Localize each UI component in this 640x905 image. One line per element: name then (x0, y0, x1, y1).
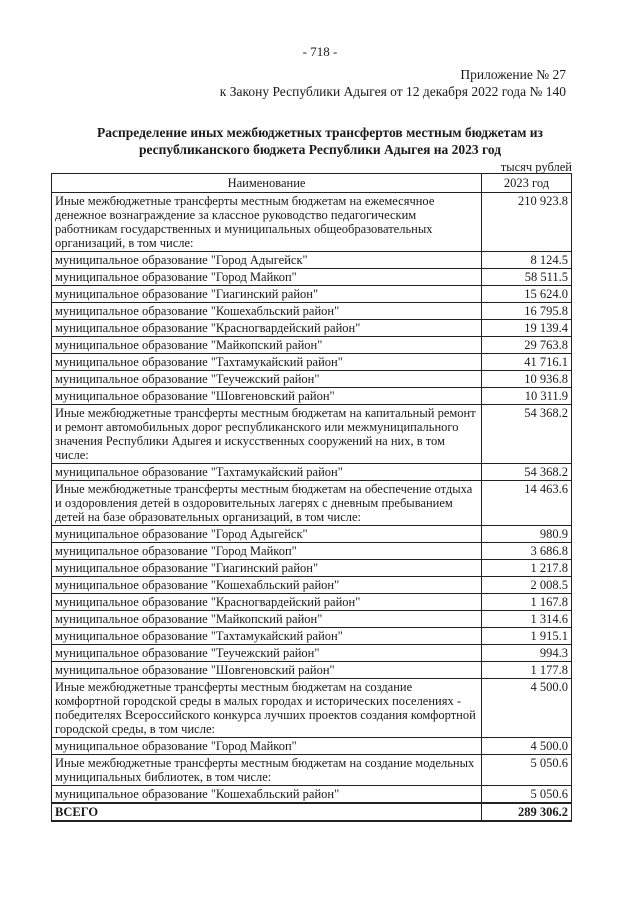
row-name: муниципальное образование "Красногвардейский район" (52, 320, 482, 337)
column-header-year: 2023 год (482, 174, 572, 193)
row-value: 210 923.8 (482, 193, 572, 252)
row-value: 4 500.0 (482, 738, 572, 755)
table-row (52, 662, 572, 679)
row-value: 5 050.6 (482, 786, 572, 804)
row-value: 10 311.9 (482, 388, 572, 405)
row-name: муниципальное образование "Город Майкоп" (52, 543, 482, 560)
table-row (52, 481, 572, 526)
table-row (52, 193, 572, 252)
document-title: Распределение иных межбюджетных трансфертов местным бюджетам из республиканского бюджета Республики Адыгея на 2023 год (97, 125, 543, 157)
table-row (52, 594, 572, 611)
row-name: Иные межбюджетные трансферты местным бюджетам на обеспечение отдыха и оздоровления детей в оздоровительных лагерях с дневным пребыванием детей на базе образовательных организаций, в том числе: (52, 481, 482, 526)
table-row (52, 354, 572, 371)
row-value: 1 314.6 (482, 611, 572, 628)
table-row (52, 628, 572, 645)
column-header-name: Наименование (52, 174, 482, 193)
table-row (52, 645, 572, 662)
page-number: - 718 - (302, 44, 338, 59)
total-row (52, 803, 572, 821)
table-row (52, 738, 572, 755)
table-row (52, 543, 572, 560)
row-value: 10 936.8 (482, 371, 572, 388)
row-name: муниципальное образование "Город Адыгейск" (52, 252, 482, 269)
table-body (52, 193, 572, 822)
row-value: 5 050.6 (482, 755, 572, 786)
table-row (52, 786, 572, 804)
unit-label: тысяч рублей (500, 160, 572, 174)
table-row (52, 755, 572, 786)
row-name: муниципальное образование "Красногвардейский район" (52, 594, 482, 611)
table-row (52, 577, 572, 594)
table-row (52, 303, 572, 320)
total-value: 289 306.2 (482, 803, 572, 821)
row-name: муниципальное образование "Кошехабльский район" (52, 303, 482, 320)
row-name: муниципальное образование "Теучежский район" (52, 645, 482, 662)
row-value: 16 795.8 (482, 303, 572, 320)
table-row (52, 679, 572, 738)
row-name: муниципальное образование "Город Адыгейск" (52, 526, 482, 543)
appendix-number: Приложение № 27 (460, 67, 566, 82)
row-name: муниципальное образование "Майкопский район" (52, 611, 482, 628)
row-name: муниципальное образование "Тахтамукайский район" (52, 628, 482, 645)
table-row (52, 464, 572, 481)
row-name: муниципальное образование "Кошехабльский район" (52, 577, 482, 594)
row-name: Иные межбюджетные трансферты местным бюджетам на ежемесячное денежное вознаграждение за классное руководство педагогическим работникам государственных и муниципальных общеобразовательных организаций, в том числе: (52, 193, 482, 252)
row-value: 4 500.0 (482, 679, 572, 738)
row-value: 58 511.5 (482, 269, 572, 286)
transfers-table (51, 173, 572, 822)
row-value: 41 716.1 (482, 354, 572, 371)
table-row (52, 371, 572, 388)
table-row (52, 388, 572, 405)
table-row (52, 269, 572, 286)
row-name: муниципальное образование "Тахтамукайский район" (52, 354, 482, 371)
row-value: 15 624.0 (482, 286, 572, 303)
row-value: 19 139.4 (482, 320, 572, 337)
row-value: 3 686.8 (482, 543, 572, 560)
row-value: 29 763.8 (482, 337, 572, 354)
row-name: муниципальное образование "Гиагинский район" (52, 560, 482, 577)
row-name: муниципальное образование "Город Майкоп" (52, 738, 482, 755)
table-header-row (52, 174, 572, 193)
table-row (52, 526, 572, 543)
row-value: 980.9 (482, 526, 572, 543)
table-row (52, 286, 572, 303)
appendix-header (220, 66, 566, 100)
table-row (52, 320, 572, 337)
table-row (52, 337, 572, 354)
row-name: муниципальное образование "Тахтамукайский район" (52, 464, 482, 481)
row-value: 994.3 (482, 645, 572, 662)
row-value: 1 915.1 (482, 628, 572, 645)
row-name: муниципальное образование "Шовгеновский район" (52, 662, 482, 679)
total-label: ВСЕГО (52, 803, 482, 821)
row-value: 54 368.2 (482, 405, 572, 464)
row-value: 1 167.8 (482, 594, 572, 611)
row-name: муниципальное образование "Город Майкоп" (52, 269, 482, 286)
row-value: 1 177.8 (482, 662, 572, 679)
row-value: 2 008.5 (482, 577, 572, 594)
row-value: 14 463.6 (482, 481, 572, 526)
row-name: Иные межбюджетные трансферты местным бюджетам на создание модельных муниципальных библиотек, в том числе: (52, 755, 482, 786)
table-row (52, 611, 572, 628)
row-name: муниципальное образование "Шовгеновский район" (52, 388, 482, 405)
row-value: 8 124.5 (482, 252, 572, 269)
row-name: муниципальное образование "Гиагинский район" (52, 286, 482, 303)
row-name: муниципальное образование "Теучежский район" (52, 371, 482, 388)
table-row (52, 252, 572, 269)
table-row (52, 405, 572, 464)
row-name: муниципальное образование "Майкопский район" (52, 337, 482, 354)
row-value: 54 368.2 (482, 464, 572, 481)
row-name: муниципальное образование "Кошехабльский район" (52, 786, 482, 804)
row-name: Иные межбюджетные трансферты местным бюджетам на создание комфортной городской среды в малых городах и исторических поселениях - победителях Всероссийского конкурса лучших проектов создания комфортной городской среды, в том числе: (52, 679, 482, 738)
appendix-law-reference: к Закону Республики Адыгея от 12 декабря 2022 года № 140 (219, 84, 566, 99)
table-row (52, 560, 572, 577)
row-value: 1 217.8 (482, 560, 572, 577)
row-name: Иные межбюджетные трансферты местным бюджетам на капитальный ремонт и ремонт автомобильных дорог республиканского или межмуниципального значения Республики Адыгея и искусственных сооружений на них, в том числе: (52, 405, 482, 464)
